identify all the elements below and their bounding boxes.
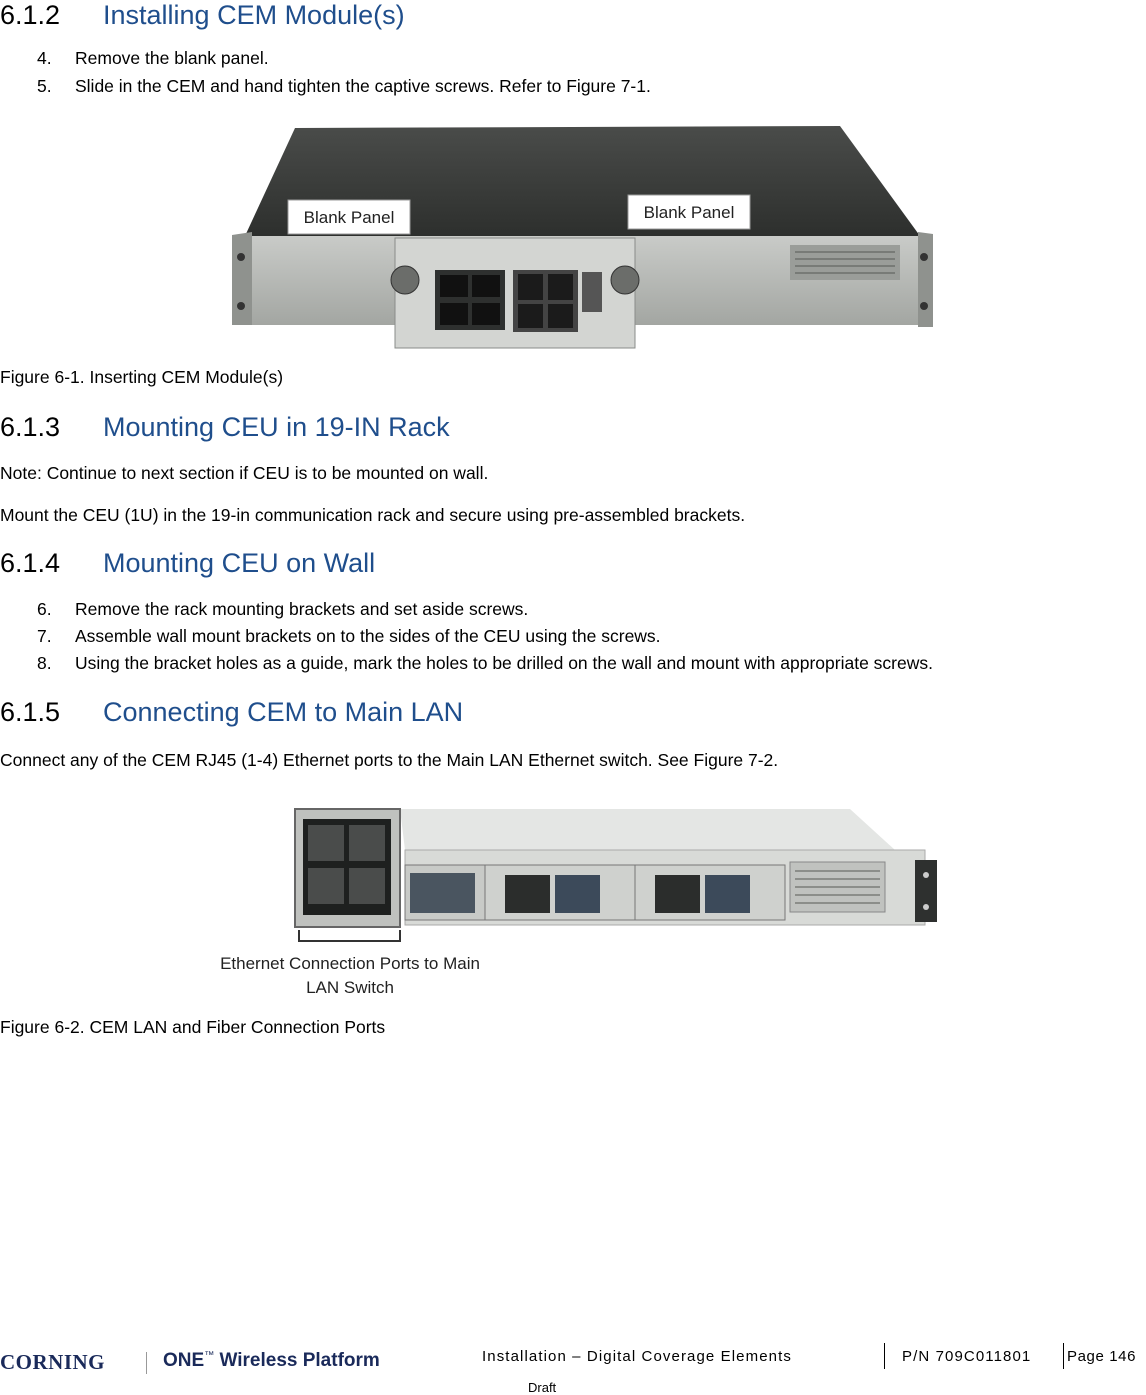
- list-item-text: Remove the rack mounting brackets and set aside screws.: [75, 599, 529, 619]
- footer-page-number: Page 146: [1067, 1348, 1137, 1365]
- footer-part-number: P/N 709C011801: [902, 1348, 1032, 1365]
- list-item-number: 6.: [37, 599, 52, 619]
- section-title: Connecting CEM to Main LAN: [103, 697, 464, 727]
- note-text: Note: Continue to next section if CEU is to be mounted on wall.: [0, 463, 489, 483]
- figure-cem-chassis-photo: [230, 120, 935, 352]
- figure-caption: Figure 6-1. Inserting CEM Module(s): [0, 367, 284, 387]
- list-item-number: 8.: [37, 653, 52, 673]
- corning-logo: CORNING: [0, 1350, 106, 1374]
- section-number: 6.1.3: [0, 412, 61, 442]
- list-item-number: 4.: [37, 48, 52, 68]
- list-item-text: Remove the blank panel.: [75, 48, 269, 68]
- list-item-text: Slide in the CEM and hand tighten the captive screws. Refer to Figure 7-1.: [75, 76, 651, 96]
- section-number: 6.1.2: [0, 0, 61, 30]
- blank-panel-label: Blank Panel: [303, 208, 395, 227]
- paragraph: Connect any of the CEM RJ45 (1-4) Ethernet ports to the Main LAN Ethernet switch. See Figure 7-2.: [0, 750, 779, 770]
- list-item-number: 5.: [37, 76, 52, 96]
- list-item-text: Using the bracket holes as a guide, mark the holes to be drilled on the wall and mount with appropriate screws.: [75, 653, 933, 673]
- section-title: Mounting CEU on Wall: [103, 548, 376, 578]
- figure-cem-ports-photo: [190, 805, 950, 1000]
- draft-label: Draft: [528, 1380, 557, 1395]
- list-item-text: Assemble wall mount brackets on to the sides of the CEU using the screws.: [75, 626, 661, 646]
- section-number: 6.1.4: [0, 548, 61, 578]
- footer-doc-title: Installation – Digital Coverage Elements: [482, 1348, 792, 1365]
- ethernet-ports-label: Ethernet Connection Ports to Main: [220, 954, 480, 973]
- blank-panel-label: Blank Panel: [643, 203, 735, 222]
- ethernet-ports-label: LAN Switch: [306, 978, 394, 997]
- footer-divider: [884, 1343, 885, 1369]
- section-number: 6.1.5: [0, 697, 61, 727]
- section-title: Mounting CEU in 19-IN Rack: [103, 412, 450, 442]
- one-wireless-logo: ONE™ Wireless Platform: [163, 1350, 380, 1371]
- footer-divider: [1063, 1343, 1064, 1369]
- paragraph: Mount the CEU (1U) in the 19-in communication rack and secure using pre-assembled brackets.: [0, 505, 746, 525]
- logo-divider: [146, 1352, 147, 1374]
- figure-caption: Figure 6-2. CEM LAN and Fiber Connection Ports: [0, 1017, 386, 1037]
- section-title: Installing CEM Module(s): [103, 0, 405, 30]
- list-item-number: 7.: [37, 626, 52, 646]
